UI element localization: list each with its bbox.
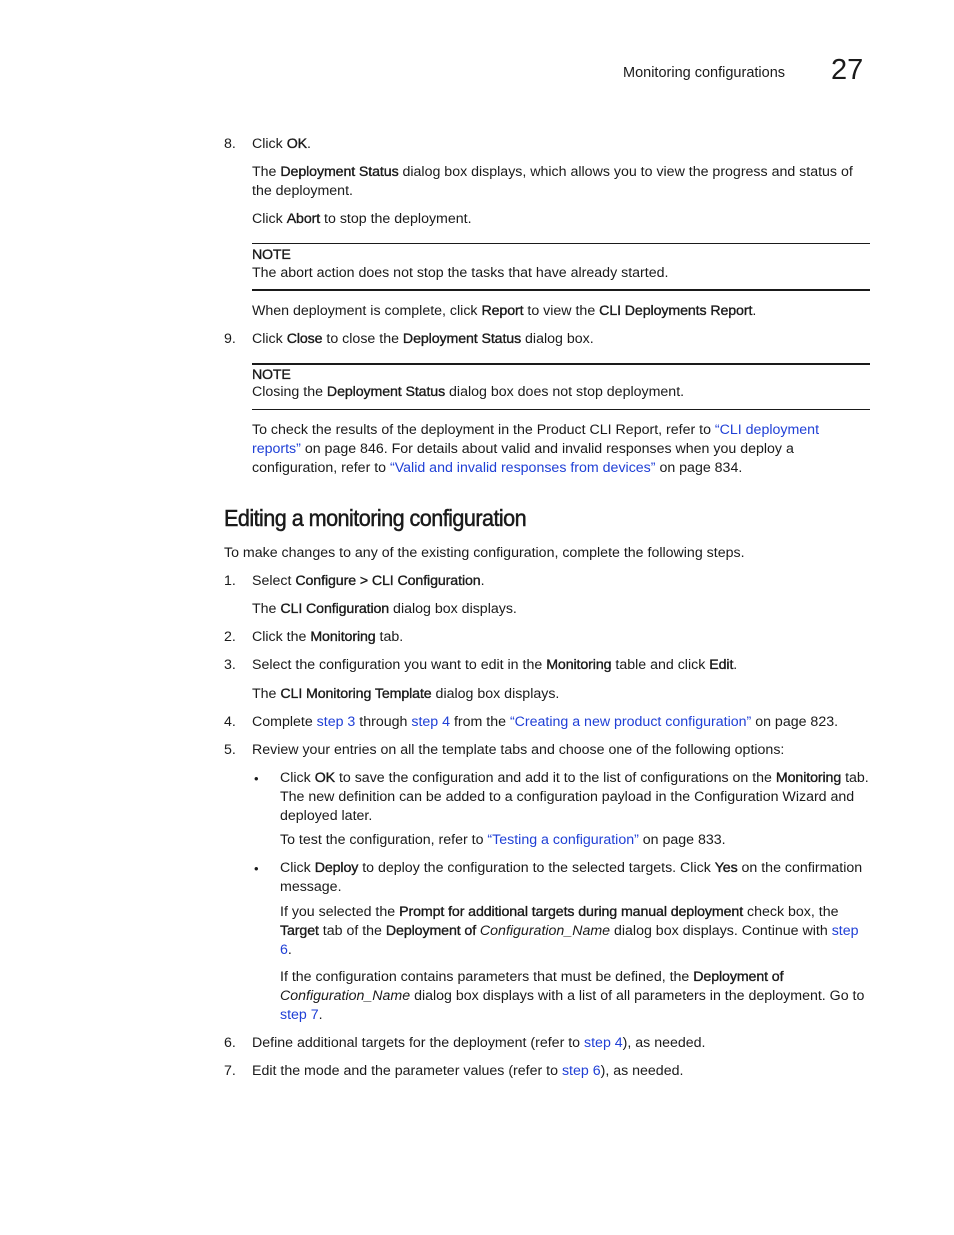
step-6-link[interactable]: step 6 xyxy=(561,1063,601,1079)
ui-label: Report xyxy=(481,303,524,319)
ui-label: Configure > CLI Configuration xyxy=(295,573,481,589)
step-number: 7. xyxy=(224,1063,236,1079)
edit-step-3-text: Select the configuration you want to edit in the Monitoring table and click Edit. xyxy=(252,657,738,673)
step-number: 5. xyxy=(224,742,236,758)
section-intro: To make changes to any of the existing configuration, complete the following steps. xyxy=(224,545,745,561)
step-number: 9. xyxy=(224,331,236,347)
ui-label: OK xyxy=(286,136,307,152)
ui-label: Abort xyxy=(286,211,321,227)
step-number: 6. xyxy=(224,1035,236,1051)
ui-label: CLI Deployments Report xyxy=(599,303,753,319)
option-deploy-prompt-paragraph: If you selected the Prompt for additional targets during manual deployment check box, the Target tab of the Deployment of Configuration_Name dialog box displays. Continue with step 6. xyxy=(280,904,859,958)
option-ok-test-paragraph: To test the configuration, refer to “Testing a configuration” on page 833. xyxy=(280,832,726,848)
step-4-link[interactable]: step 4 xyxy=(584,1035,623,1051)
ui-label: CLI Configuration xyxy=(280,601,390,617)
bullet-icon: • xyxy=(254,771,259,786)
step-8-abort-paragraph: Click Abort to stop the deployment. xyxy=(252,211,472,227)
edit-step-5-text: Review your entries on all the template tabs and choose one of the following options: xyxy=(252,742,785,758)
step-number: 8. xyxy=(224,136,236,152)
edit-step-4-text: Complete step 3 through step 4 from the “Creating a new product configuration” on page 823. xyxy=(252,714,839,730)
ui-label: Monitoring xyxy=(546,657,612,673)
step-8-paragraph: The Deployment Status dialog box displays, which allows you to view the progress and status of the deployment. xyxy=(252,164,853,199)
bullet-icon: • xyxy=(254,861,259,876)
ui-label: Monitoring xyxy=(775,770,842,786)
step-8-text: Click OK. xyxy=(252,136,311,152)
note-rule-top xyxy=(252,363,870,365)
step-number: 1. xyxy=(224,573,236,589)
step-number: 4. xyxy=(224,714,236,730)
step-6-link[interactable]: step 6 xyxy=(280,923,859,958)
ui-label: CLI Monitoring Template xyxy=(280,686,432,702)
creating-new-product-configuration-link[interactable]: “Creating a new product configuration” xyxy=(509,714,752,730)
step-3-link[interactable]: step 3 xyxy=(316,714,356,730)
note-text: Closing the Deployment Status dialog box does not stop deployment. xyxy=(252,384,685,400)
edit-step-3-result: The CLI Monitoring Template dialog box displays. xyxy=(252,686,560,702)
section-heading: Editing a monitoring configuration xyxy=(224,505,527,531)
step-number: 2. xyxy=(224,629,236,645)
ui-label: Deploy xyxy=(314,860,359,876)
note-label: NOTE xyxy=(252,247,291,263)
step-number: 3. xyxy=(224,657,236,673)
edit-step-6-text: Define additional targets for the deployment (refer to step 4), as needed. xyxy=(252,1035,706,1051)
edit-step-1-result: The CLI Configuration dialog box displays. xyxy=(252,601,517,617)
edit-step-2-text: Click the Monitoring tab. xyxy=(252,629,404,645)
deployment-complete-paragraph: When deployment is complete, click Report to view the CLI Deployments Report. xyxy=(252,303,757,319)
ui-label: Edit xyxy=(709,657,734,673)
ui-label: Yes xyxy=(714,860,738,876)
ui-label: Deployment Status xyxy=(280,164,399,180)
ui-label: Prompt for additional targets during manual deployment xyxy=(399,904,744,920)
note-rule-bottom xyxy=(252,409,870,410)
ui-label: OK xyxy=(314,770,335,786)
note-label: NOTE xyxy=(252,367,291,383)
step-9-text: Click Close to close the Deployment Status dialog box. xyxy=(252,331,594,347)
option-deploy-parameters-paragraph: If the configuration contains parameters that must be defined, the Deployment of Configuration_Name dialog box displays with a list of all parameters in the deployment. Go to step 7. xyxy=(280,969,865,1023)
step-4-link[interactable]: step 4 xyxy=(411,714,450,730)
edit-step-7-text: Edit the mode and the parameter values (refer to step 6), as needed. xyxy=(252,1063,684,1079)
note-rule-top xyxy=(252,243,870,244)
ui-label: Deployment of xyxy=(385,923,480,939)
note-rule-bottom xyxy=(252,289,870,291)
ui-label: Deployment Status xyxy=(402,331,522,347)
option-ok-paragraph: Click OK to save the configuration and add it to the list of configurations on the Monitoring tab. The new definition can be added to a configuration payload in the Configuration Wizard and deployed later. xyxy=(280,770,869,824)
ui-label: Deployment of xyxy=(693,969,784,985)
ui-label: Target xyxy=(280,923,319,939)
ui-label: Monitoring xyxy=(310,629,376,645)
chapter-number: 27 xyxy=(831,54,864,86)
valid-invalid-responses-link[interactable]: “Valid and invalid responses from devices” xyxy=(390,460,656,476)
testing-a-configuration-link[interactable]: “Testing a configuration” xyxy=(487,832,639,848)
edit-step-1-text: Select Configure > CLI Configuration. xyxy=(252,573,485,589)
results-paragraph: To check the results of the deployment in the Product CLI Report, refer to “CLI deployment reports” on page 846. For details about valid and invalid responses when you deploy a configuration, refer to “Valid and invalid responses from devices” on page 834. xyxy=(252,422,820,476)
ui-label: Close xyxy=(286,331,323,347)
ui-label: Deployment Status xyxy=(326,384,446,400)
cli-deployment-reports-link[interactable]: “CLI deployment reports” xyxy=(252,422,820,457)
option-deploy-paragraph: Click Deploy to deploy the configuration to the selected targets. Click Yes on the confirmation message. xyxy=(280,860,863,895)
note-text: The abort action does not stop the tasks that have already started. xyxy=(252,265,669,281)
step-7-link[interactable]: step 7 xyxy=(280,1007,319,1023)
running-header-title: Monitoring configurations xyxy=(623,65,786,81)
